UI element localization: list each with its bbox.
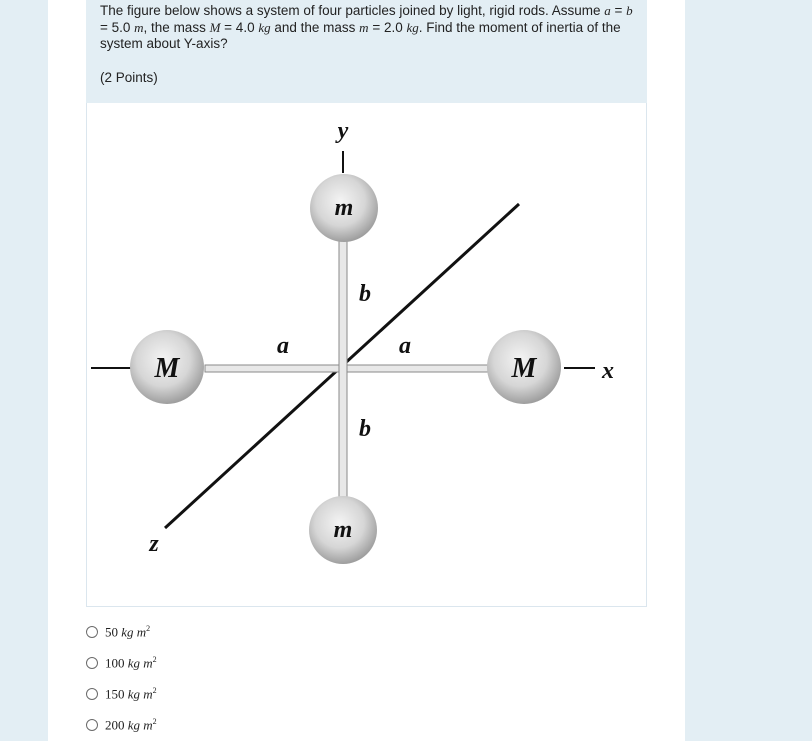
- option-50[interactable]: [86, 621, 286, 643]
- question-figure: [86, 103, 647, 607]
- option-100[interactable]: [86, 652, 286, 674]
- unit-kg: kg: [258, 19, 271, 35]
- axis-x-label: x: [602, 358, 614, 384]
- option-150[interactable]: [86, 683, 286, 705]
- option-label: 200 kg $m^2$: [105, 716, 157, 733]
- variable-M: M: [209, 19, 221, 35]
- unit-kg: kg: [406, 19, 419, 35]
- radio-button[interactable]: [86, 719, 98, 731]
- option-200[interactable]: [86, 714, 286, 736]
- mass-top-label: m: [334, 195, 354, 221]
- option-label: 100 kg $m^2$: [105, 654, 157, 671]
- distance-a-left-label: a: [277, 333, 289, 359]
- radio-button[interactable]: [86, 626, 98, 638]
- option-label: 50 kg $m^2$: [105, 623, 151, 640]
- unit-m: m: [134, 19, 144, 35]
- axis-z-label: z: [149, 531, 159, 557]
- axis-y-label: y: [337, 118, 349, 144]
- vertical-rod: [339, 238, 347, 508]
- variable-m: m: [359, 19, 369, 35]
- mass-left-label: M: [154, 353, 180, 384]
- radio-button[interactable]: [86, 688, 98, 700]
- mass-bottom-label: m: [333, 517, 353, 543]
- variable-b: b: [626, 3, 633, 18]
- radio-button[interactable]: [86, 657, 98, 669]
- question-text: The figure below shows a system of four particles joined by light, rigid rods. Assume a = b = 5.0 m, the mass M = 4.0 kg and the mass m = 2.0 kg. Find the moment of inertia of the system about Y-axis?: [100, 3, 633, 51]
- particle-system-diagram: [87, 103, 646, 606]
- distance-b-bottom-label: b: [359, 416, 371, 442]
- distance-b-top-label: b: [359, 281, 371, 307]
- points-label: (2 Points): [100, 70, 158, 85]
- variable-a: a: [604, 3, 611, 18]
- option-label: 150 kg $m^2$: [105, 685, 157, 702]
- mass-right-label: M: [511, 353, 537, 384]
- horizontal-rod: [205, 365, 495, 372]
- distance-a-right-label: a: [399, 333, 411, 359]
